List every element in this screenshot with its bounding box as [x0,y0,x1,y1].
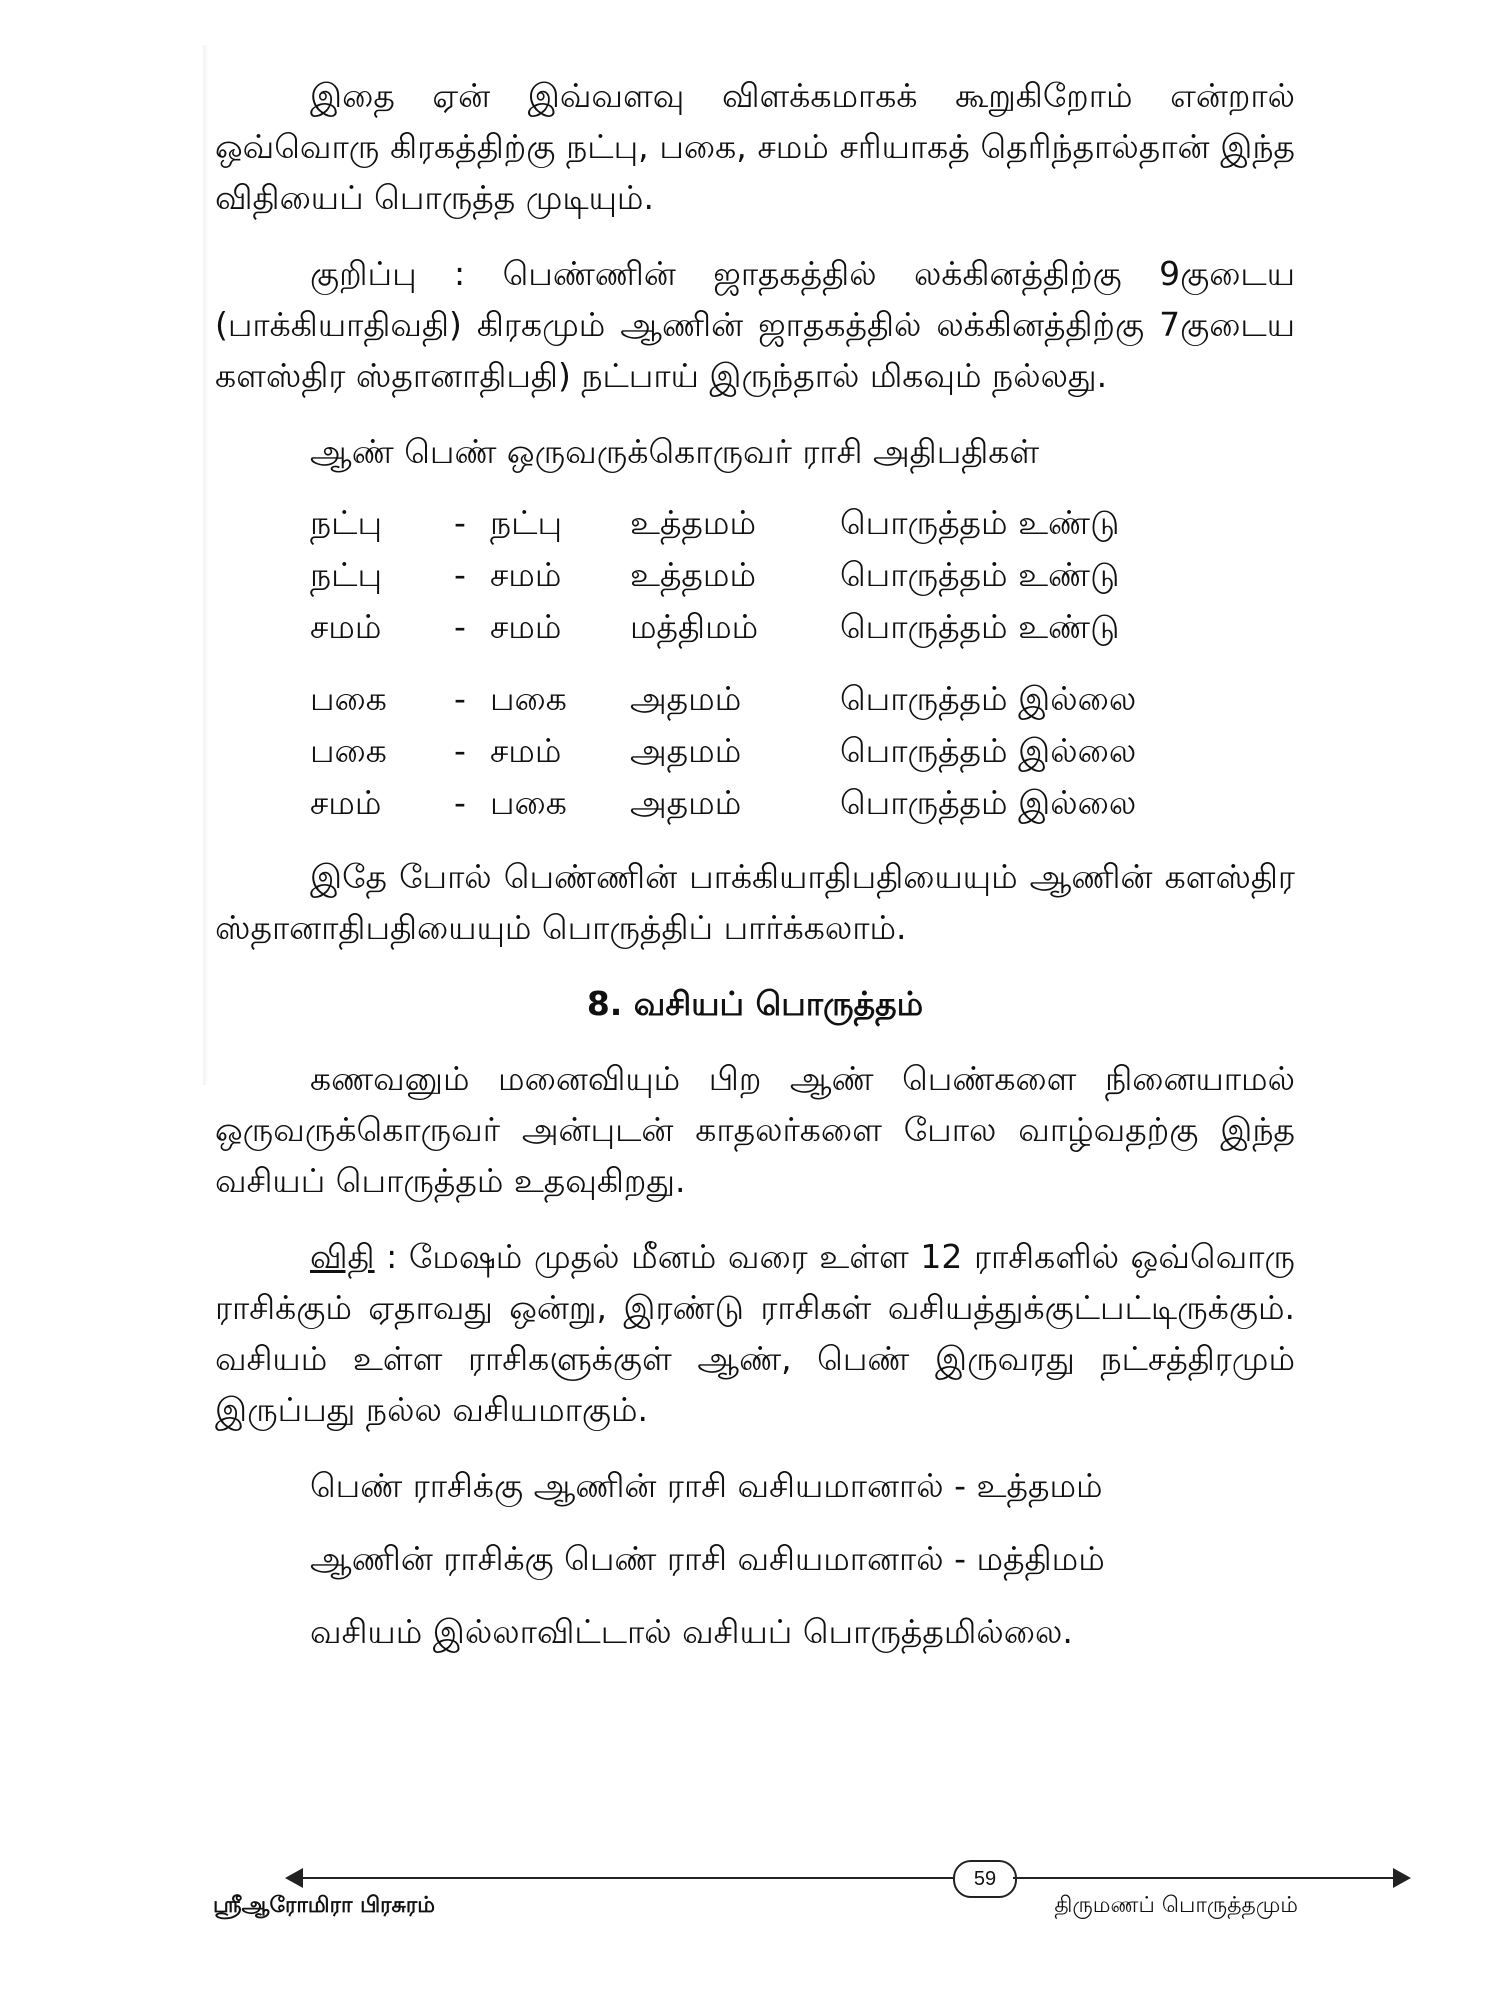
paragraph-vasiya-intro: கணவனும் மனைவியும் பிற ஆண் பெண்களை நினையாமல் ஒருவருக்கொருவர் அன்புடன் காதலர்களை போல வாழ்வதற்கு இந்த வசியப் பொருத்தம் உதவுகிறது. [215,1059,1295,1200]
footer-rule-right [1013,1877,1403,1879]
compatibility-table [310,497,1295,829]
rule-label: விதி [310,1237,375,1276]
table-caption: ஆண் பெண் ஒருவருக்கொருவர் ராசி அதிபதிகள் [310,432,1040,471]
page-number: 59 [953,1860,1017,1898]
paragraph-similarly: இதே போல் பெண்ணின் பாக்கியாதிபதியையும் ஆணின் களஸ்திர ஸ்தானாதிபதியையும் பொருத்திப் பார்க்கலாம். [215,857,1295,947]
arrow-right-icon [1393,1868,1411,1888]
page-edge-shadow [203,45,209,1085]
section-heading: 8. வசியப் பொருத்தம் [586,984,924,1023]
table-row: நட்பு - சமம் உத்தமம் பொருத்தம் உண்டு [310,555,1120,594]
result-line-none: வசியம் இல்லாவிட்டால் வசியப் பொருத்தமில்லை. [310,1612,1073,1651]
table-row: நட்பு - நட்பு உத்தமம் பொருத்தம் உண்டு [310,503,1120,542]
page-body [215,70,1295,1679]
footer-rule-left [293,1877,953,1879]
paragraph-intro: இதை ஏன் இவ்வளவு விளக்கமாகக் கூறுகிறோம் என்றால் ஒவ்வொரு கிரகத்திற்கு நட்பு, பகை, சமம் சரியாகத் தெரிந்தால்தான் இந்த விதியைப் பொருத்த முடியும். [215,76,1295,217]
table-group-gap [310,653,1295,673]
rule-text: : மேஷம் முதல் மீனம் வரை உள்ள 12 ராசிகளில் ஒவ்வொரு ராசிக்கும் ஏதாவது ஒன்று, இரண்டு ராசிகள் வசியத்துக்குட்பட்டிருக்கும். வசியம் உள்ள ராசிகளுக்குள் ஆண், பெண் இருவரது நட்சத்திரமும் இருப்பது நல்ல வசியமாகும். [215,1237,1295,1429]
table-row: பகை - சமம் அதமம் பொருத்தம் இல்லை [310,731,1137,770]
result-line-uthamam: பெண் ராசிக்கு ஆணின் ராசி வசியமானால் - உத்தமம் [310,1466,1103,1505]
publisher-name: ஸ்ரீஆரோமிரா பிரசுரம் [213,1893,435,1918]
book-title: திருமணப் பொருத்தமும் [1054,1893,1298,1918]
paragraph-rule [215,1231,1295,1435]
table-row: பகை - பகை அதமம் பொருத்தம் இல்லை [310,679,1137,718]
result-line-mathimam: ஆணின் ராசிக்கு பெண் ராசி வசியமானால் - மத்திமம் [310,1539,1105,1578]
page-footer [213,1855,1298,1918]
table-row: சமம் - பகை அதமம் பொருத்தம் இல்லை [310,783,1137,822]
paragraph-note: குறிப்பு : பெண்ணின் ஜாதகத்தில் லக்கினத்திற்கு 9குடைய (பாக்கியாதிவதி) கிரகமும் ஆணின் ஜாதகத்தில் லக்கினத்திற்கு 7குடைய களஸ்திர ஸ்தானாதிபதி) நட்பாய் இருந்தால் மிகவும் நல்லது. [215,254,1295,395]
table-row: சமம் - சமம் மத்திமம் பொருத்தம் உண்டு [310,607,1120,646]
